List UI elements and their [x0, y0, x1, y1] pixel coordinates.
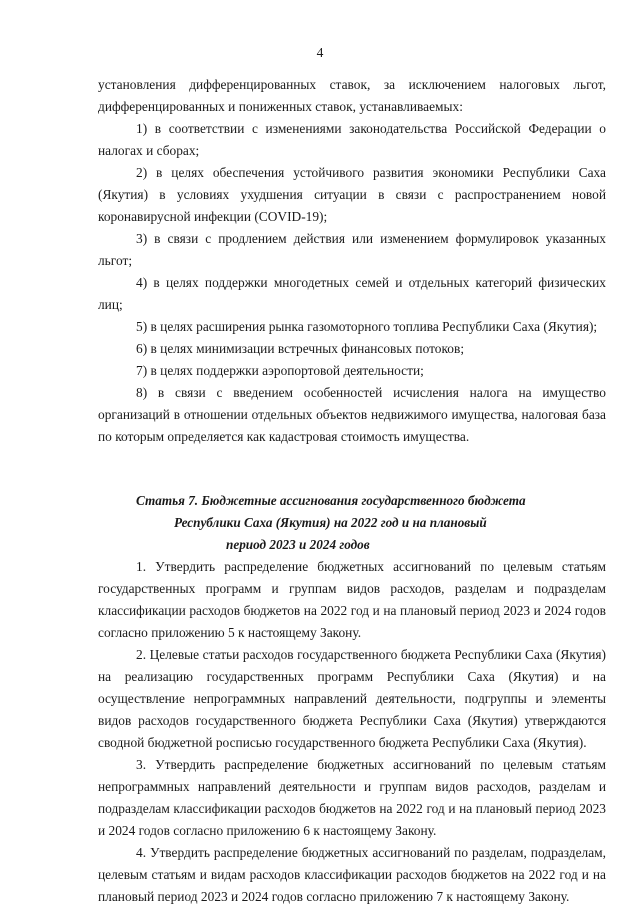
list-item: 2) в целях обеспечения устойчивого развития экономики Республики Саха (Якутия) в условиях ухудшения ситуации в связи с распространением новой коронавирусной инфекции (COVID-19);	[98, 165, 606, 224]
intro-paragraph: установления дифференцированных ставок, за исключением налоговых льгот, дифференцированных и пониженных ставок, устанавливаемых:	[98, 77, 606, 114]
article-heading-line: период 2023 и 2024 годов	[226, 537, 370, 552]
article-paragraph: 2. Целевые статьи расходов государственного бюджета Республики Саха (Якутия) на реализацию государственных программ Республики Саха (Якутия) и на осуществление непрограммных направлений деятельности, подгруппы и элементы видов расходов государственного бюджета Республики Саха (Якутия) утверждаются сводной бюджетной росписью государственного бюджета Республики Саха (Якутия).	[98, 647, 606, 750]
article-heading-line: Статья 7. Бюджетные ассигнования государственного бюджета	[136, 493, 526, 508]
spacer	[98, 470, 606, 490]
article-heading-line: Республики Саха (Якутия) на 2022 год и на плановый	[174, 515, 487, 530]
article-heading	[98, 490, 606, 556]
list-items	[98, 118, 606, 448]
document-body	[98, 74, 606, 908]
list-item: 8) в связи с введением особенностей исчисления налога на имущество организаций в отношении отдельных объектов недвижимого имущества, налоговая база по которым определяется как кадастровая стоимость имущества.	[98, 385, 606, 444]
list-item: 1) в соответствии с изменениями законодательства Российской Федерации о налогах и сборах;	[98, 121, 606, 158]
article-paragraphs	[98, 556, 606, 908]
list-item: 4) в целях поддержки многодетных семей и отдельных категорий физических лиц;	[98, 275, 606, 312]
page-number: 4	[316, 45, 324, 60]
list-item: 3) в связи с продлением действия или изменением формулировок указанных льгот;	[98, 231, 606, 268]
article-paragraph: 1. Утвердить распределение бюджетных ассигнований по целевым статьям государственных программ и группам видов расходов, разделам и подразделам классификации расходов бюджетов на 2022 год и на плановый период 2023 и 2024 годов согласно приложению 5 к настоящему Закону.	[98, 559, 606, 640]
list-item: 7) в целях поддержки аэропортовой деятельности;	[136, 363, 424, 378]
article-paragraph: 4. Утвердить распределение бюджетных ассигнований по разделам, подразделам, целевым статьям и видам расходов классификации расходов бюджетов на 2022 год и на плановый период 2023 и 2024 годов согласно приложению 7 к настоящему Закону.	[98, 845, 606, 904]
spacer	[98, 448, 606, 470]
list-item: 6) в целях минимизации встречных финансовых потоков;	[136, 341, 465, 356]
list-item: 5) в целях расширения рынка газомоторного топлива Республики Саха (Якутия);	[136, 319, 598, 334]
article-paragraph: 3. Утвердить распределение бюджетных ассигнований по целевым статьям непрограммных направлений деятельности и группам видов расходов, разделам и подразделам классификации расходов бюджетов на 2022 год и на плановый период 2023 и 2024 годов согласно приложению 6 к настоящему Закону.	[98, 757, 606, 838]
